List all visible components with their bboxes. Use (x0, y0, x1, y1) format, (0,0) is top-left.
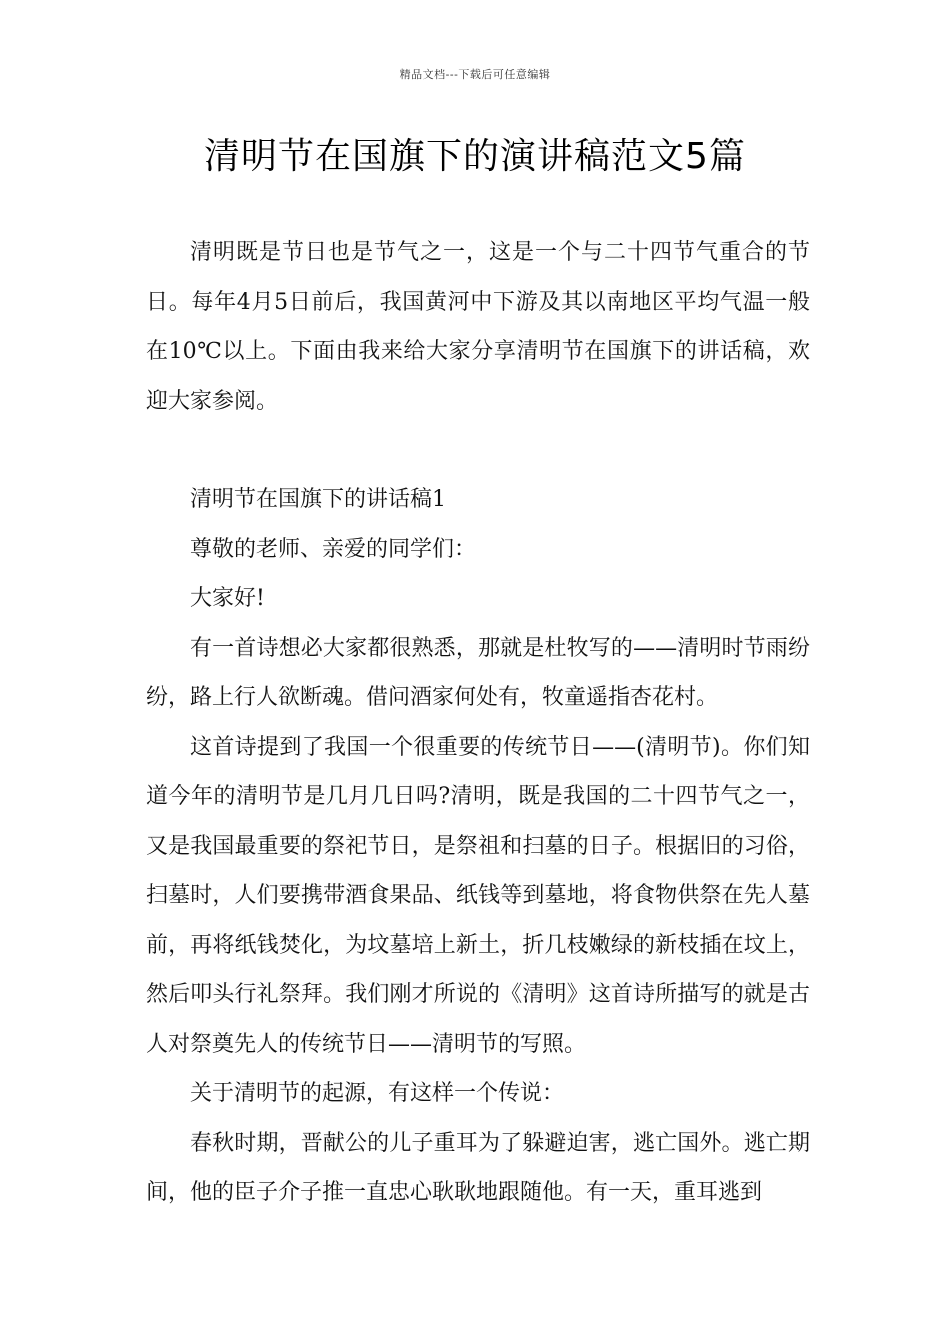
header-note: 精品文档---下载后可任意编辑 (399, 68, 551, 81)
intro-paragraph: 清明既是节日也是节气之一，这是一个与二十四节气重合的节日。每年4月5日前后，我国黄河中下游及其以南地区平均气温一般在10℃以上。下面由我来给大家分享清明节在国旗下的讲话稿，欢迎大家参阅。 (146, 240, 810, 414)
body-paragraph: 春秋时期，晋献公的儿子重耳为了躲避迫害，逃亡国外。逃亡期间，他的臣子介子推一直忠心耿耿地跟随他。有一天，重耳逃到 (146, 1130, 810, 1205)
body-paragraph: 有一首诗想必大家都很熟悉，那就是杜牧写的——清明时节雨纷纷，路上行人欲断魂。借问酒家何处有，牧童遥指杏花村。 (146, 635, 810, 710)
section-title: 清明节在国旗下的讲话稿1 (190, 487, 446, 512)
body-paragraph: 这首诗提到了我国一个很重要的传统节日——(清明节)。你们知道今年的清明节是几月几日吗?清明，既是我国的二十四节气之一，又是我国最重要的祭祀节日，是祭祖和扫墓的日子。根据旧的习俗，扫墓时，人们要携带酒食果品、纸钱等到墓地，将食物供祭在先人墓前，再将纸钱焚化，为坟墓培上新土，折几枝嫩绿的新枝插在坟上，然后叩头行礼祭拜。我们刚才所说的《清明》这首诗所描写的就是古人对祭奠先人的传统节日——清明节的写照。 (146, 734, 810, 1057)
salutation: 尊敬的老师、亲爱的同学们： (190, 536, 477, 562)
paragraph-spacer (146, 426, 810, 475)
document-title: 清明节在国旗下的演讲稿范文5篇 (204, 136, 746, 177)
body-paragraph: 关于清明节的起源，有这样一个传说： (190, 1081, 565, 1106)
document-body (146, 228, 810, 1218)
greeting: 大家好! (190, 586, 265, 611)
